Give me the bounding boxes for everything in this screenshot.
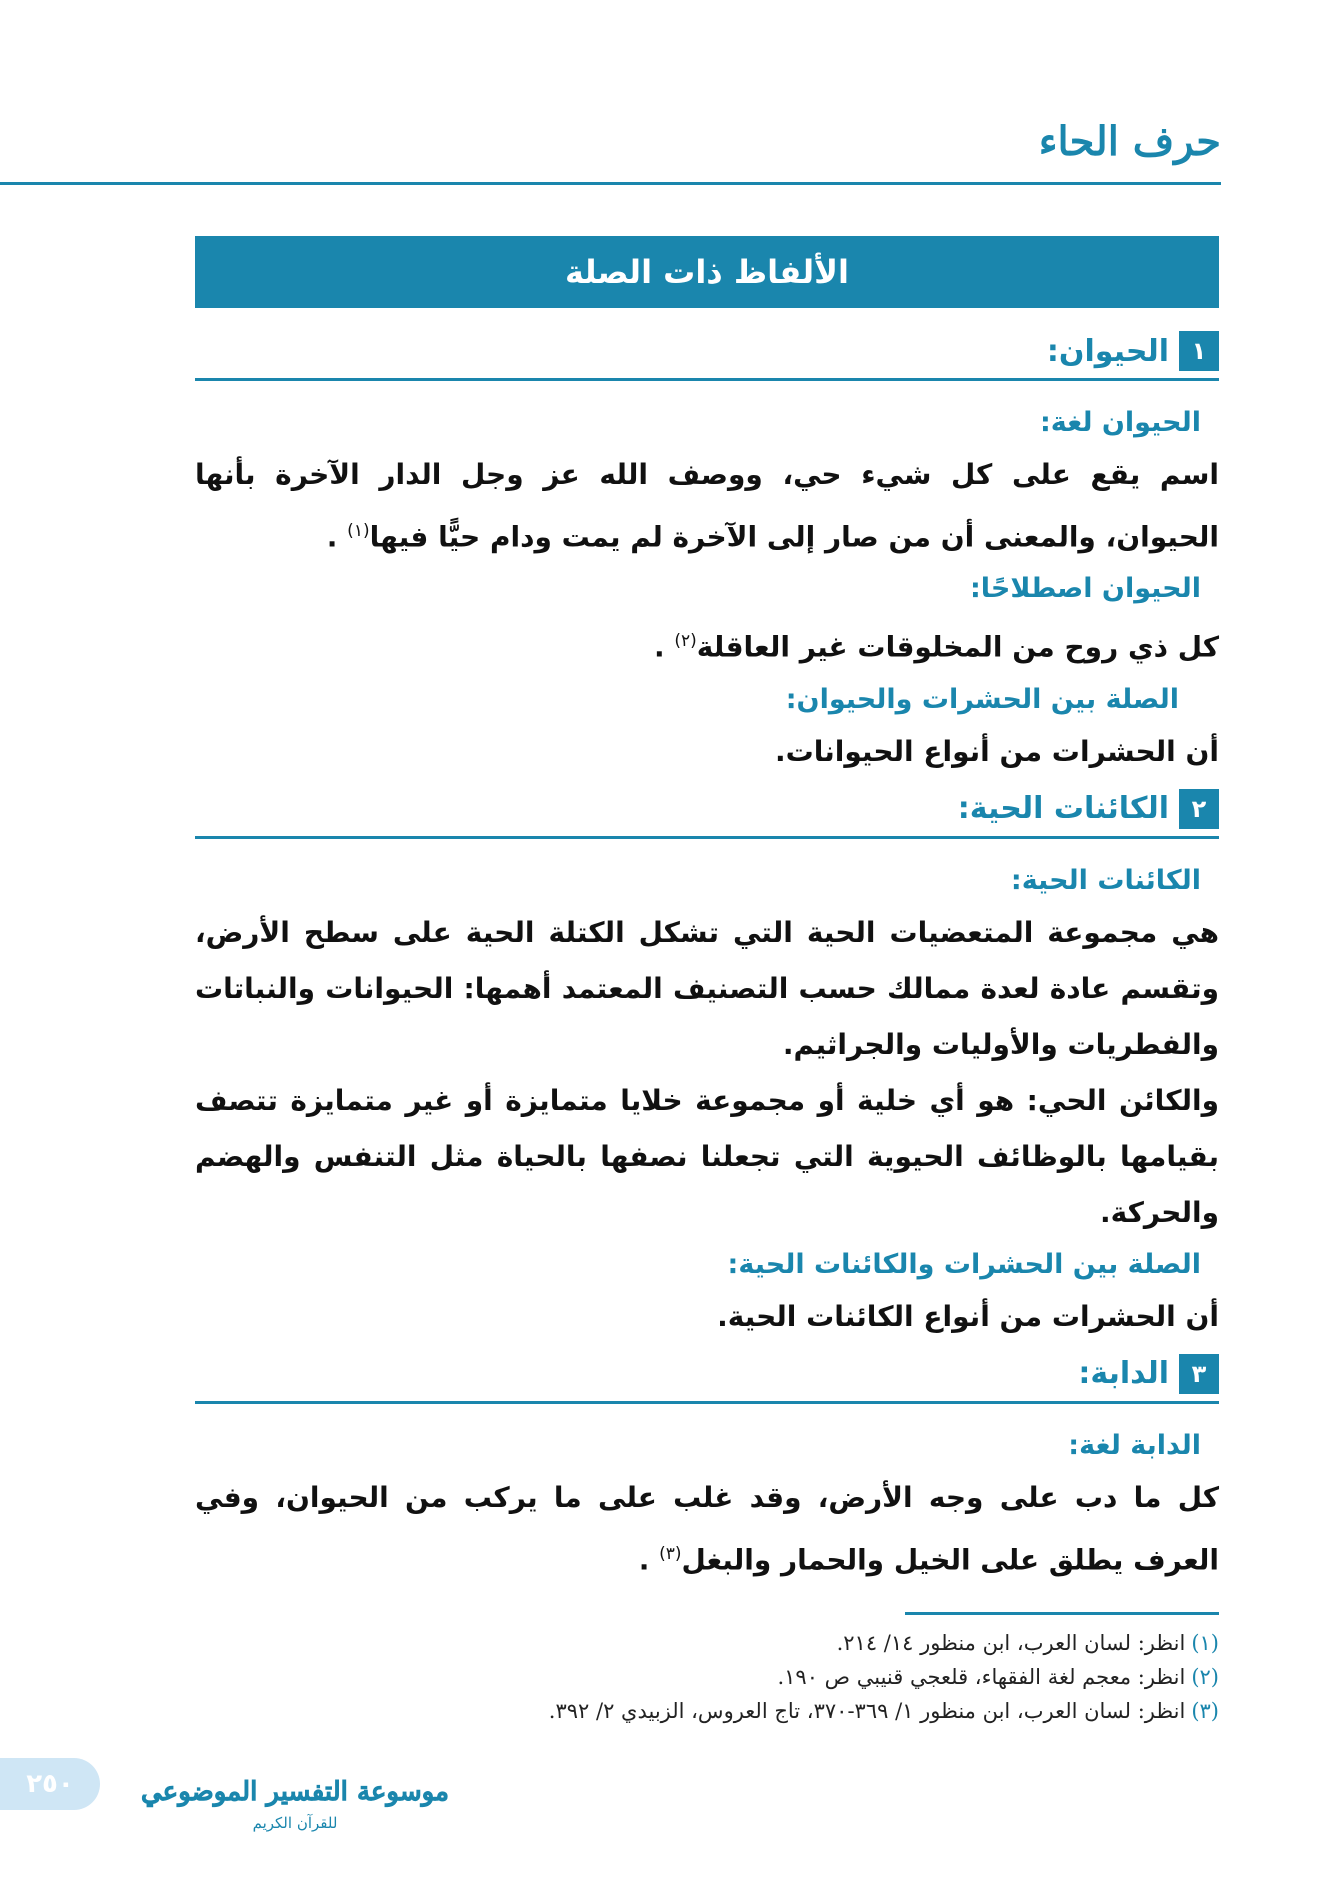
- paragraph-end: .: [653, 630, 675, 664]
- term-heading: [195, 1349, 1219, 1399]
- paragraph-text: كل ذي روح من المخلوقات غير العاقلة: [696, 630, 1219, 664]
- paragraph-end: .: [326, 520, 348, 554]
- footnote-item: [195, 1694, 1219, 1728]
- paragraph-text: كل ما دب على وجه الأرض، وقد غلب على ما يركب من الحيوان، وفي العرف يطلق على الخيل والحمار والبغل: [195, 1480, 1219, 1576]
- footnote-ref: (٣): [659, 1543, 682, 1564]
- logo-main-text: موسوعة التفسير الموضوعي: [141, 1777, 449, 1807]
- subheading: الكائنات الحية:: [1010, 864, 1201, 896]
- term-title: الحيوان:: [1046, 333, 1169, 369]
- term-divider: [195, 378, 1219, 381]
- paragraph-text: أن الحشرات من أنواع الحيوانات.: [774, 734, 1219, 768]
- paragraph: [195, 1073, 1219, 1241]
- main-content: [195, 322, 1219, 1588]
- term-title: الكائنات الحية:: [957, 791, 1169, 827]
- subheading: الصلة بين الحشرات والحيوان:: [785, 683, 1179, 715]
- paragraph: [195, 905, 1219, 1073]
- paragraph-text: أن الحشرات من أنواع الكائنات الحية.: [717, 1299, 1219, 1333]
- header-divider: [0, 182, 1221, 185]
- paragraph: [195, 447, 1219, 565]
- footnote-item: [195, 1626, 1219, 1660]
- term-title: الدابة:: [1078, 1356, 1169, 1392]
- paragraph: [195, 1470, 1219, 1588]
- paragraph: [195, 1289, 1219, 1345]
- term-number-badge: ٢: [1179, 789, 1219, 829]
- paragraph-end: .: [638, 1542, 660, 1576]
- paragraph: [195, 613, 1219, 675]
- subheading: الصلة بين الحشرات والكائنات الحية:: [727, 1248, 1201, 1280]
- footnotes: [195, 1626, 1219, 1728]
- footnote-number: (٢): [1191, 1665, 1219, 1689]
- footnote-number: (٣): [1191, 1699, 1219, 1723]
- footnote-number: (١): [1191, 1631, 1219, 1655]
- page-number: ٢٥٠: [0, 1758, 100, 1810]
- footnote-divider: [905, 1612, 1219, 1615]
- footnote-ref: (١): [347, 521, 370, 541]
- paragraph-text: هي مجموعة المتعضيات الحية التي تشكل الكتلة الحية على سطح الأرض، وتقسم عادة لعدة ممالك حسب التصنيف المعتمد أهمها: الحيوانات والنباتات والفطريات والأوليات والجراثيم.: [195, 915, 1219, 1061]
- subheading: الحيوان اصطلاحًا:: [969, 573, 1201, 605]
- term-number-badge: ١: [1179, 331, 1219, 371]
- subheading: الحيوان لغة:: [1039, 407, 1201, 438]
- footnote-text: انظر: لسان العرب، ابن منظور ١/ ٣٦٩-٣٧٠، تاج العروس، الزبيدي ٢/ ٣٩٢.: [548, 1699, 1186, 1723]
- paragraph: [195, 724, 1219, 780]
- section-banner: الألفاظ ذات الصلة: [195, 236, 1219, 308]
- footnote-text: انظر: معجم لغة الفقهاء، قلعجي قنيبي ص ١٩٠.: [777, 1665, 1186, 1689]
- term-heading: [195, 326, 1219, 376]
- subheading: الدابة لغة:: [1068, 1429, 1201, 1461]
- encyclopedia-logo: [141, 1760, 449, 1840]
- term-divider: [195, 836, 1219, 839]
- logo-sub-text: للقرآن الكريم: [252, 1814, 338, 1832]
- term-divider: [195, 1401, 1219, 1404]
- chapter-title: حرف الحاء: [1038, 118, 1221, 165]
- term-heading: [195, 784, 1219, 834]
- footnote-text: انظر: لسان العرب، ابن منظور ١٤/ ٢١٤.: [836, 1631, 1186, 1655]
- footnote-item: [195, 1660, 1219, 1694]
- paragraph-text: والكائن الحي: هو أي خلية أو مجموعة خلايا متمايزة أو غير متمايزة تتصف بقيامها بالوظائف الحيوية التي تجعلنا نصفها بالحياة مثل التنفس والهضم والحركة.: [195, 1083, 1219, 1229]
- term-number-badge: ٣: [1179, 1354, 1219, 1394]
- footnote-ref: (٢): [674, 631, 697, 652]
- paragraph-text: اسم يقع على كل شيء حي، ووصف الله عز وجل الدار الآخرة بأنها الحيوان، والمعنى أن من صار إلى الآخرة لم يمت ودام حيًّا فيها: [195, 458, 1219, 554]
